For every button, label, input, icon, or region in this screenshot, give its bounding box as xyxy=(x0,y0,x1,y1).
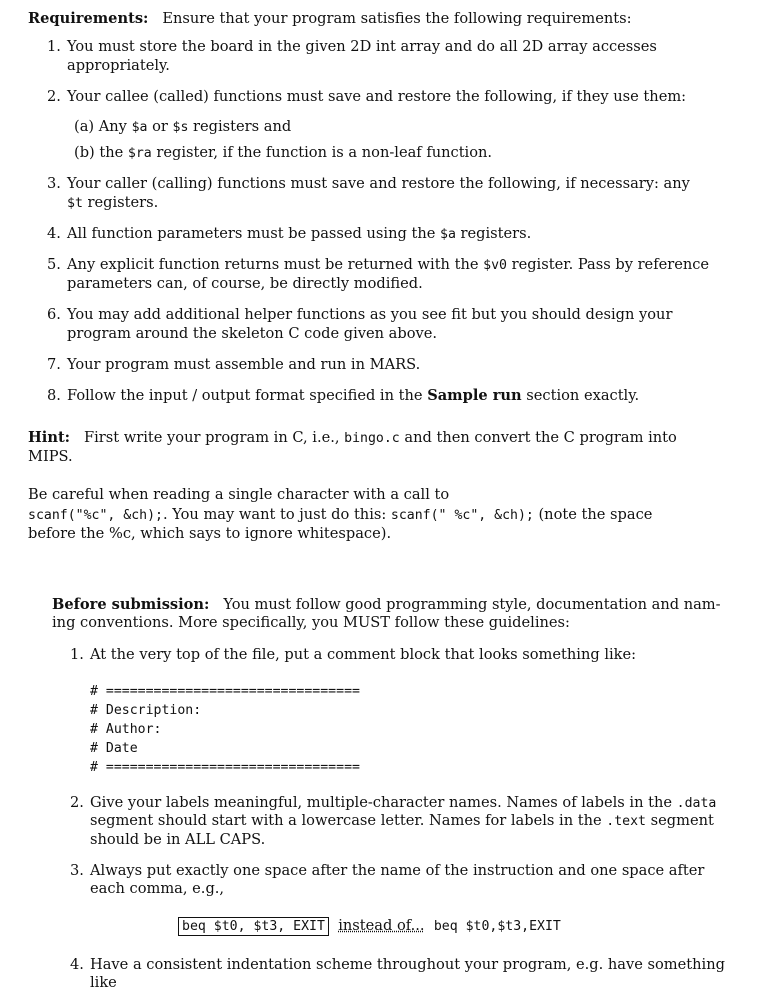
sub-item-a-label: (a) xyxy=(74,118,95,135)
comment-block-line-3: # Author: xyxy=(90,722,162,737)
req-item-8-line-1 xyxy=(67,387,639,405)
careful-code-1: scanf("%c", &ch); xyxy=(28,508,163,523)
instead-of-label: instead of... xyxy=(338,917,425,934)
sub-item-b-label: (b) xyxy=(74,144,95,161)
req-item-5-pre: Any explicit function returns must be returned with the xyxy=(67,256,484,273)
req-item-4-line-1 xyxy=(67,225,531,244)
submission-line-2: ing conventions. More specifically, you MUST follow these guidelines: xyxy=(52,614,570,631)
hint-post: and then convert the C program into xyxy=(399,429,677,446)
bad-spacing-example: beq $t0,$t3,EXIT xyxy=(433,919,561,934)
hint-label: Hint: xyxy=(28,429,71,446)
careful-code-2: scanf(" %c", &ch); xyxy=(390,508,534,523)
sub-item-4-line-1: Have a consistent indentation scheme throughout your program, e.g. have something xyxy=(90,956,725,973)
req-item-6-line-2: program around the skeleton C code given above. xyxy=(67,325,438,342)
spacing-example xyxy=(178,917,561,936)
sub-item-1-number: 1. xyxy=(70,646,84,663)
req-item-7-line-1: Your program must assemble and run in MARS. xyxy=(67,356,421,373)
req-item-1-line-1: You must store the board in the given 2D int array and do all 2D array accesses xyxy=(67,38,657,55)
req-item-5-line-1 xyxy=(67,256,709,275)
sub-item-2-line-3: should be in ALL CAPS. xyxy=(90,831,266,848)
sub-item-3-line-2: each comma, e.g., xyxy=(90,880,225,897)
sub-item-2-line-1 xyxy=(90,794,716,813)
req-sub-item-a xyxy=(74,118,291,137)
requirements-intro: Ensure that your program satisfies the following requirements: xyxy=(162,10,632,27)
sub-item-2-number: 2. xyxy=(70,794,84,811)
req-sub-item-b xyxy=(74,144,492,163)
req-item-5-code: $v0 xyxy=(483,258,507,273)
req-item-3-number: 3. xyxy=(47,175,61,192)
req-item-1-line-2: appropriately. xyxy=(67,57,170,74)
careful-line-1: Be careful when reading a single character with a call to xyxy=(28,486,450,503)
req-item-8-bold: Sample run xyxy=(427,387,522,404)
sub-item-a-pre: Any xyxy=(98,118,132,135)
requirements-line xyxy=(28,10,632,28)
req-item-3-code: $t xyxy=(67,196,83,211)
req-item-6-number: 6. xyxy=(47,306,61,323)
requirements-heading: Requirements: xyxy=(28,10,149,27)
sub-item-b-code: $ra xyxy=(127,146,152,161)
comment-block-line-2: # Description: xyxy=(90,703,202,718)
comment-block-line-4: # Date xyxy=(90,741,138,756)
sub-item-2-l2-code: .text xyxy=(606,814,646,829)
req-item-5-line-2: parameters can, of course, be directly modified. xyxy=(67,275,423,292)
sub-item-b-pre: the xyxy=(99,144,128,161)
req-item-4-pre: All function parameters must be passed using the xyxy=(67,225,441,242)
req-item-5-post: register. Pass by reference xyxy=(506,256,710,273)
req-item-8-pre: Follow the input / output format specified in the xyxy=(67,387,428,404)
sub-item-2-l2-post: segment xyxy=(646,812,714,829)
comment-block-line-5: # ================================ xyxy=(90,760,360,775)
req-item-4-number: 4. xyxy=(47,225,61,242)
req-item-3-rest: registers. xyxy=(82,194,159,211)
sub-item-a-mid: or xyxy=(147,118,173,135)
hint-pre: First write your program in C, i.e., xyxy=(84,429,345,446)
req-item-4-post: registers. xyxy=(455,225,532,242)
hint-line-1 xyxy=(28,429,677,448)
careful-line-3: before the %c, which says to ignore whitespace). xyxy=(28,525,392,542)
careful-post: (note the space xyxy=(533,506,653,523)
req-item-3-line-1: Your caller (calling) functions must save and restore the following, if necessary: any xyxy=(67,175,690,192)
sub-item-3-line-1: Always put exactly one space after the name of the instruction and one space after xyxy=(90,862,705,879)
sub-item-a-code-1: $a xyxy=(131,120,148,135)
req-item-6-line-1: You may add additional helper functions as you see fit but you should design your xyxy=(67,306,673,323)
req-item-3-line-2 xyxy=(67,194,158,213)
submission-l1: You must follow good programming style, documentation and nam- xyxy=(223,596,721,613)
req-item-5-number: 5. xyxy=(47,256,61,273)
comment-block-line-1: # ================================ xyxy=(90,684,360,699)
submission-line-1 xyxy=(52,596,721,614)
careful-line-2 xyxy=(28,506,652,525)
sub-item-3-number: 3. xyxy=(70,862,84,879)
sub-item-1-text: At the very top of the file, put a comment block that looks something like: xyxy=(90,646,637,663)
sub-item-a-code-2: $s xyxy=(172,120,189,135)
submission-label: Before submission: xyxy=(52,596,210,613)
req-item-1-number: 1. xyxy=(47,38,61,55)
req-item-7-number: 7. xyxy=(47,356,61,373)
req-item-2-line-1: Your callee (called) functions must save and restore the following, if they use them: xyxy=(67,88,687,105)
hint-code: bingo.c xyxy=(344,431,400,446)
sub-item-2-line-2 xyxy=(90,812,714,831)
sub-item-a-post: registers and xyxy=(188,118,292,135)
req-item-2-number: 2. xyxy=(47,88,61,105)
req-item-8-post: section exactly. xyxy=(521,387,640,404)
hint-line-2: MIPS. xyxy=(28,448,73,465)
sub-item-4-number: 4. xyxy=(70,956,84,973)
req-item-4-code: $a xyxy=(440,227,456,242)
sub-item-2-l1-pre: Give your labels meaningful, multiple-character names. Names of labels in the xyxy=(90,794,677,811)
careful-mid: . You may want to just do this: xyxy=(162,506,391,523)
sub-item-2-l2-pre: segment should start with a lowercase letter. Names for labels in the xyxy=(90,812,607,829)
sub-item-4-line-2: like xyxy=(90,974,117,991)
req-item-8-number: 8. xyxy=(47,387,61,404)
good-spacing-example: beq $t0, $t3, EXIT xyxy=(178,917,329,936)
sub-item-b-post: register, if the function is a non-leaf function. xyxy=(151,144,493,161)
sub-item-2-l1-code: .data xyxy=(676,796,717,811)
